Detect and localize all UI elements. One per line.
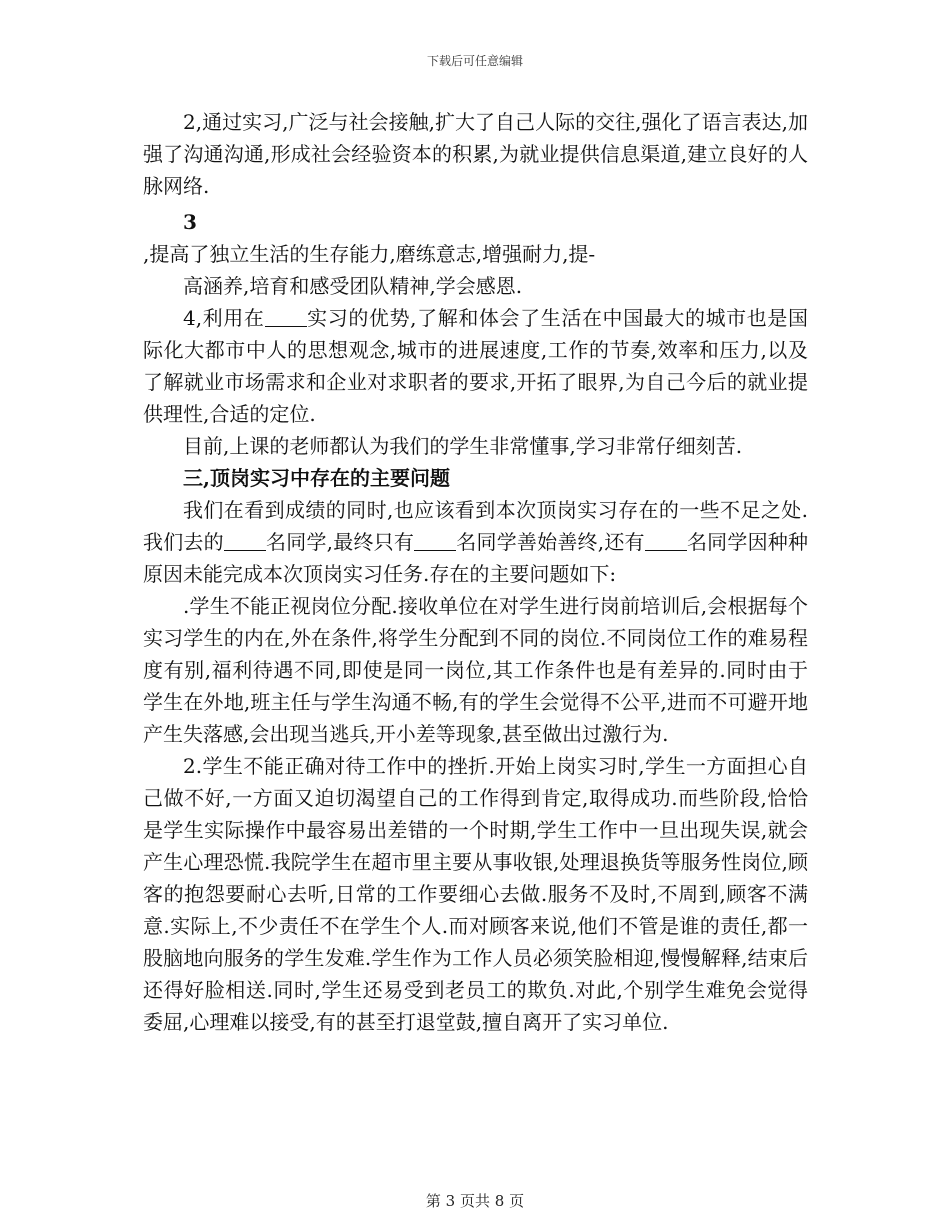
page-header: 下载后可任意编辑	[426, 54, 523, 68]
page-footer: 第 3 页共 8 页	[425, 1192, 525, 1210]
item-4-text-a: 4,利用在	[183, 306, 265, 330]
fill-blank	[414, 530, 456, 551]
paragraph-teachers: 目前,上课的老师都认为我们的学生非常懂事,学习非常仔细刻苦.	[183, 434, 743, 458]
section-heading-3: 三,顶岗实习中存在的主要问题	[183, 466, 450, 490]
problems-text-b: 名同学,最终只有	[265, 530, 415, 554]
item-4-text-b: 实习的优势,了解和体会了生活在中国最大的城市也是国际化大都市中人的思想观念,城市的进展速度,工作的节奏,效率和压力,以及了解就业市场需求和企业对求职者的要求,开拓了眼界,为自己今后的就业提供理性,合适的定位.	[143, 306, 808, 426]
problems-text-d: 名同学因种种原因未能完成本次顶岗实习任务.存在的主要问题如下:	[143, 530, 809, 586]
paragraph-issue-1: .学生不能正视岗位分配.接收单位在对学生进行岗前培训后,会根据每个实习学生的内在,外在条件,将学生分配到不同的岗位.不同岗位工作的难易程度有别,福利待遇不同,即使是同一岗位,其工作条件也是有差异的.同时由于学生在外地,班主任与学生沟通不畅,有的学生会觉得不公平,进而不可避开地产生失落感,会出现当逃兵,开小差等现象,甚至做出过激行为.	[143, 594, 808, 746]
item-3-line-2: 高涵养,培育和感受团队精神,学会感恩.	[183, 274, 523, 298]
fill-blank	[645, 530, 687, 551]
paragraph-problems	[143, 494, 808, 590]
paragraph-issue-2: 2.学生不能正确对待工作中的挫折.开始上岗实习时,学生一方面担心自己做不好,一方面又迫切渴望自己的工作得到肯定,取得成功.而些阶段,恰恰是学生实际操作中最容易出差错的一个时期,学生工作中一旦出现失误,就会产生心理恐慌.我院学生在超市里主要从事收银,处理退换货等服务性岗位,顾客的抱怨要耐心去听,日常的工作要细心去做.服务不及时,不周到,顾客不满意.实际上,不少责任不在学生个人.而对顾客来说,他们不管是谁的责任,都一股脑地向服务的学生发难.学生作为工作人员必须笑脸相迎,慢慢解释,结束后还得好脸相送.同时,学生还易受到老员工的欺负.对此,个别学生难免会觉得委屈,心理难以接受,有的甚至打退堂鼓,擅自离开了实习单位.	[143, 754, 808, 1034]
problems-text-c: 名同学善始善终,还有	[456, 530, 645, 554]
item-3-line-1: ,提高了独立生活的生存能力,磨练意志,增强耐力,提-	[143, 242, 596, 266]
problems-text-a: 我们在看到成绩的同时,也应该看到本次顶岗实习存在的一些不足之处.我们去的	[143, 498, 808, 554]
document-body	[143, 106, 808, 1038]
paragraph-item-4	[143, 302, 808, 430]
fill-blank	[224, 530, 266, 551]
item-3-number: 3	[183, 210, 197, 234]
paragraph-item-2: 2,通过实习,广泛与社会接触,扩大了自己人际的交往,强化了语言表达,加强了沟通沟通,形成社会经验资本的积累,为就业提供信息渠道,建立良好的人脉网络.	[143, 110, 808, 198]
fill-blank	[265, 306, 307, 327]
